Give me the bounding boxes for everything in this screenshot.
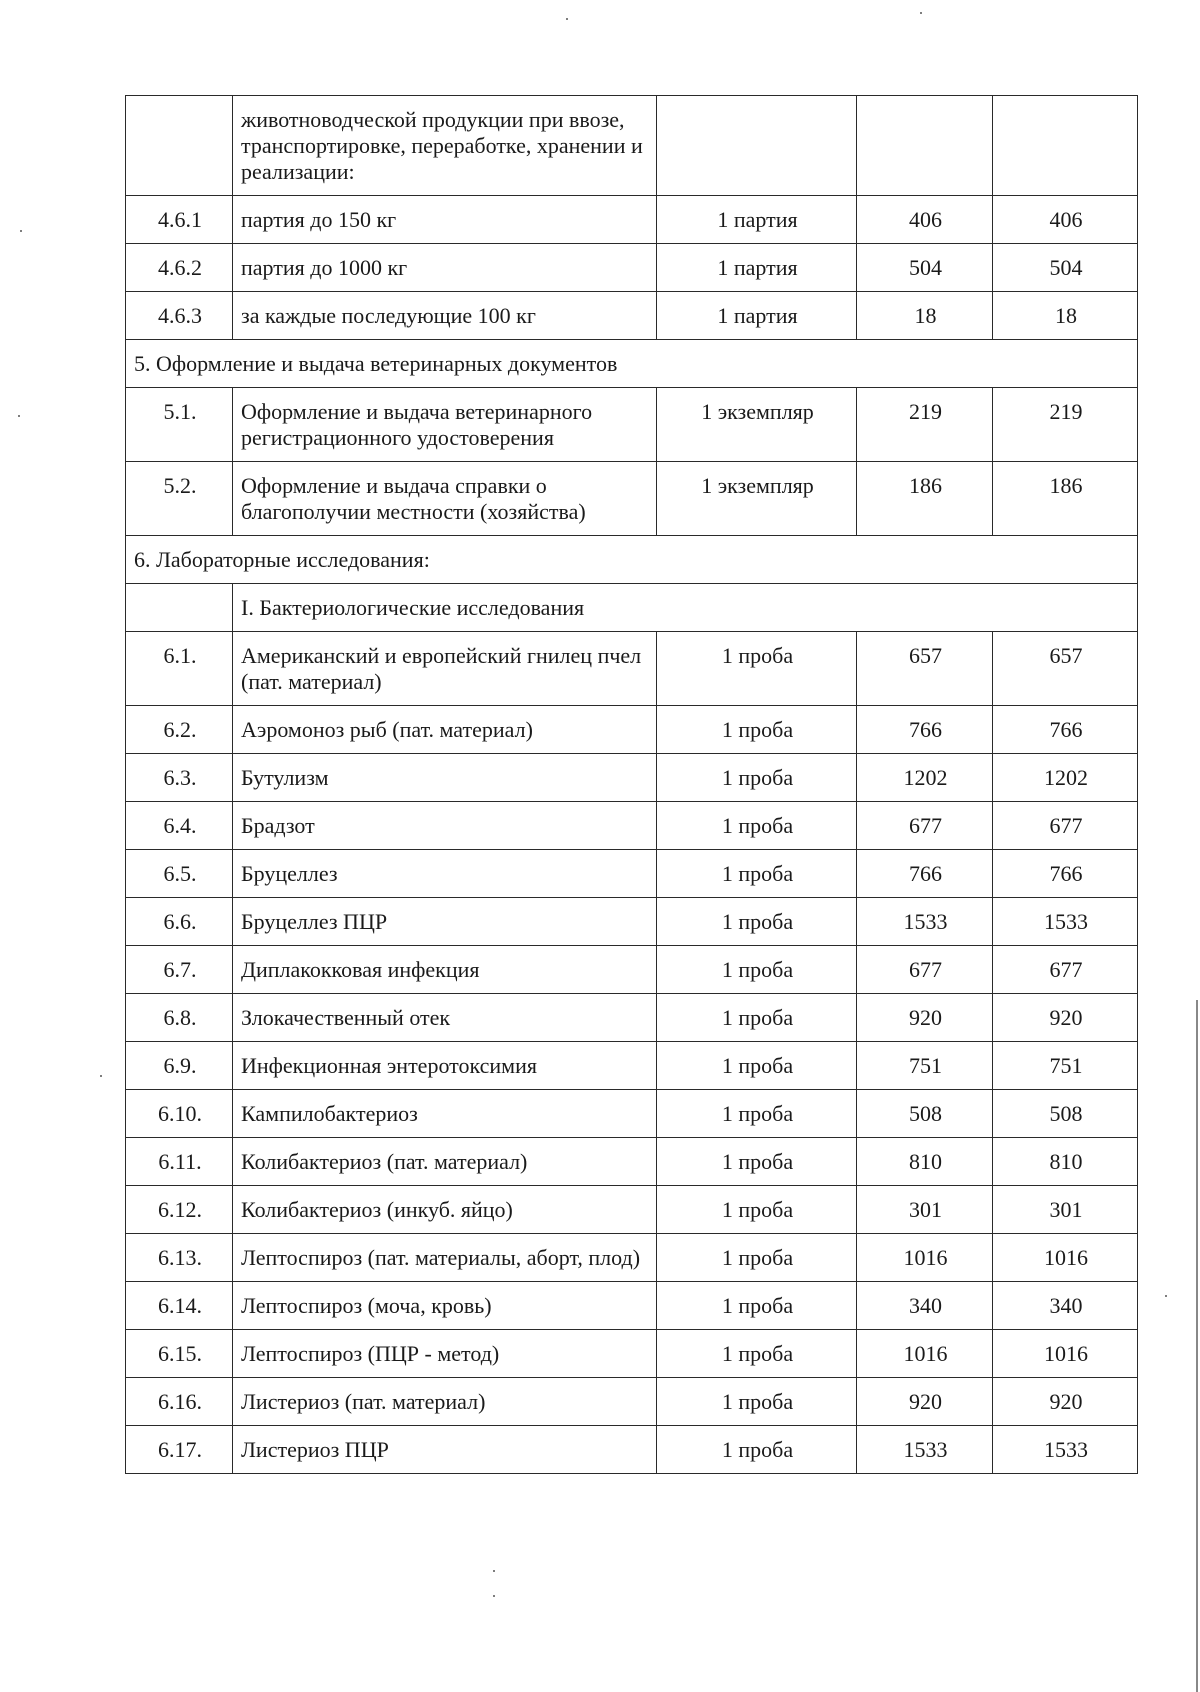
price-cell	[857, 96, 993, 196]
service-name: Кампилобактериоз	[233, 1090, 657, 1138]
service-name: партия до 1000 кг	[233, 244, 657, 292]
price-cell: 1016	[993, 1330, 1138, 1378]
unit-of-measure: 1 проба	[657, 850, 857, 898]
service-name: Американский и европейский гнилец пчел (пат. материал)	[233, 632, 657, 706]
row-number: 4.6.3	[126, 292, 233, 340]
row-number: 6.13.	[126, 1234, 233, 1282]
unit-of-measure: 1 экземпляр	[657, 462, 857, 536]
service-name: Бруцеллез	[233, 850, 657, 898]
row-number: 6.8.	[126, 994, 233, 1042]
price-cell: 920	[993, 994, 1138, 1042]
price-cell: 1533	[857, 898, 993, 946]
price-cell: 1533	[993, 898, 1138, 946]
unit-of-measure: 1 проба	[657, 898, 857, 946]
table-row	[126, 462, 1138, 536]
service-name: Колибактериоз (инкуб. яйцо)	[233, 1186, 657, 1234]
unit-of-measure: 1 партия	[657, 292, 857, 340]
price-cell: 920	[857, 1378, 993, 1426]
price-cell: 1016	[857, 1330, 993, 1378]
price-cell: 219	[993, 388, 1138, 462]
unit-of-measure: 1 проба	[657, 1378, 857, 1426]
scan-speck	[1165, 1295, 1167, 1297]
table-row	[126, 1378, 1138, 1426]
row-number: 6.3.	[126, 754, 233, 802]
table-row	[126, 850, 1138, 898]
scan-speck	[18, 415, 20, 417]
table-row	[126, 898, 1138, 946]
price-cell: 1533	[993, 1426, 1138, 1474]
price-cell: 186	[857, 462, 993, 536]
unit-of-measure: 1 проба	[657, 1138, 857, 1186]
price-cell: 766	[993, 850, 1138, 898]
price-cell: 751	[993, 1042, 1138, 1090]
service-name: Бруцеллез ПЦР	[233, 898, 657, 946]
table-row	[126, 994, 1138, 1042]
unit-of-measure: 1 проба	[657, 1042, 857, 1090]
price-cell: 766	[993, 706, 1138, 754]
price-cell: 1533	[857, 1426, 993, 1474]
table-row	[126, 1426, 1138, 1474]
table-row	[126, 632, 1138, 706]
service-name: Диплакокковая инфекция	[233, 946, 657, 994]
row-number: 6.16.	[126, 1378, 233, 1426]
price-cell: 810	[993, 1138, 1138, 1186]
price-cell: 1202	[993, 754, 1138, 802]
table-row	[126, 96, 1138, 196]
price-cell: 406	[993, 196, 1138, 244]
row-number: 6.9.	[126, 1042, 233, 1090]
row-number: 6.10.	[126, 1090, 233, 1138]
price-cell: 766	[857, 850, 993, 898]
price-cell: 677	[993, 802, 1138, 850]
table-row	[126, 244, 1138, 292]
price-cell: 657	[857, 632, 993, 706]
unit-of-measure: 1 партия	[657, 244, 857, 292]
scan-speck	[493, 1595, 495, 1597]
row-number: 6.5.	[126, 850, 233, 898]
service-name: партия до 150 кг	[233, 196, 657, 244]
service-name: Аэромоноз рыб (пат. материал)	[233, 706, 657, 754]
table-row	[126, 706, 1138, 754]
section-title: 6. Лабораторные исследования:	[126, 536, 1138, 584]
service-name: Листериоз (пат. материал)	[233, 1378, 657, 1426]
row-number: 6.12.	[126, 1186, 233, 1234]
unit-of-measure: 1 проба	[657, 994, 857, 1042]
price-cell: 677	[993, 946, 1138, 994]
price-cell: 1016	[857, 1234, 993, 1282]
service-name: Лептоспироз (моча, кровь)	[233, 1282, 657, 1330]
price-cell: 504	[993, 244, 1138, 292]
scan-speck	[20, 230, 22, 232]
price-cell	[993, 96, 1138, 196]
service-name: Брадзот	[233, 802, 657, 850]
price-cell: 340	[993, 1282, 1138, 1330]
unit-of-measure: 1 проба	[657, 1234, 857, 1282]
price-cell: 657	[993, 632, 1138, 706]
row-number: 6.11.	[126, 1138, 233, 1186]
price-cell: 406	[857, 196, 993, 244]
price-cell: 920	[993, 1378, 1138, 1426]
subsection-header-row	[126, 584, 1138, 632]
service-name: Листериоз ПЦР	[233, 1426, 657, 1474]
price-table-body	[126, 96, 1138, 1474]
price-cell: 301	[857, 1186, 993, 1234]
row-number: 5.2.	[126, 462, 233, 536]
price-cell: 1016	[993, 1234, 1138, 1282]
price-cell: 340	[857, 1282, 993, 1330]
row-number: 6.6.	[126, 898, 233, 946]
service-name: Лептоспироз (ПЦР - метод)	[233, 1330, 657, 1378]
unit-of-measure: 1 проба	[657, 1186, 857, 1234]
row-number: 6.1.	[126, 632, 233, 706]
unit-of-measure: 1 проба	[657, 1426, 857, 1474]
scan-speck	[100, 1075, 102, 1077]
scan-speck	[920, 12, 922, 14]
table-row	[126, 802, 1138, 850]
table-row	[126, 946, 1138, 994]
service-name: животноводческой продукции при ввозе, транспортировке, переработке, хранении и реализации:	[233, 96, 657, 196]
table-row	[126, 292, 1138, 340]
section-header-row	[126, 340, 1138, 388]
unit-of-measure: 1 проба	[657, 946, 857, 994]
price-cell: 186	[993, 462, 1138, 536]
row-number: 6.4.	[126, 802, 233, 850]
unit-of-measure: 1 проба	[657, 1090, 857, 1138]
unit-of-measure	[657, 96, 857, 196]
service-name: Злокачественный отек	[233, 994, 657, 1042]
service-name: Оформление и выдача справки о благополучии местности (хозяйства)	[233, 462, 657, 536]
price-cell: 920	[857, 994, 993, 1042]
section-header-row	[126, 536, 1138, 584]
row-number: 4.6.1	[126, 196, 233, 244]
table-row	[126, 1042, 1138, 1090]
price-cell: 18	[993, 292, 1138, 340]
table-row	[126, 754, 1138, 802]
unit-of-measure: 1 партия	[657, 196, 857, 244]
unit-of-measure: 1 проба	[657, 802, 857, 850]
table-row	[126, 1234, 1138, 1282]
price-table	[125, 95, 1138, 1474]
scan-speck	[566, 18, 568, 20]
service-name: Бутулизм	[233, 754, 657, 802]
row-number: 4.6.2	[126, 244, 233, 292]
unit-of-measure: 1 проба	[657, 1330, 857, 1378]
unit-of-measure: 1 проба	[657, 706, 857, 754]
table-row	[126, 1090, 1138, 1138]
price-cell: 1202	[857, 754, 993, 802]
unit-of-measure: 1 проба	[657, 754, 857, 802]
empty-cell	[126, 584, 233, 632]
price-cell: 751	[857, 1042, 993, 1090]
price-cell: 504	[857, 244, 993, 292]
service-name: Лептоспироз (пат. материалы, аборт, плод)	[233, 1234, 657, 1282]
table-row	[126, 1138, 1138, 1186]
unit-of-measure: 1 проба	[657, 1282, 857, 1330]
price-cell: 301	[993, 1186, 1138, 1234]
table-row	[126, 1282, 1138, 1330]
price-cell: 677	[857, 802, 993, 850]
price-cell: 18	[857, 292, 993, 340]
table-row	[126, 1330, 1138, 1378]
price-cell: 810	[857, 1138, 993, 1186]
row-number: 6.7.	[126, 946, 233, 994]
scan-speck	[493, 1570, 495, 1572]
price-cell: 677	[857, 946, 993, 994]
unit-of-measure: 1 экземпляр	[657, 388, 857, 462]
table-row	[126, 388, 1138, 462]
service-name: Инфекционная энтеротоксимия	[233, 1042, 657, 1090]
scan-page-edge	[1196, 1000, 1198, 1692]
row-number: 6.15.	[126, 1330, 233, 1378]
table-row	[126, 1186, 1138, 1234]
row-number	[126, 96, 233, 196]
price-cell: 219	[857, 388, 993, 462]
price-cell: 508	[857, 1090, 993, 1138]
section-title: 5. Оформление и выдача ветеринарных документов	[126, 340, 1138, 388]
price-cell: 766	[857, 706, 993, 754]
service-name: за каждые последующие 100 кг	[233, 292, 657, 340]
price-cell: 508	[993, 1090, 1138, 1138]
table-row	[126, 196, 1138, 244]
row-number: 6.2.	[126, 706, 233, 754]
service-name: Оформление и выдача ветеринарного регистрационного удостоверения	[233, 388, 657, 462]
subsection-title: I. Бактериологические исследования	[233, 584, 1138, 632]
unit-of-measure: 1 проба	[657, 632, 857, 706]
row-number: 6.14.	[126, 1282, 233, 1330]
row-number: 6.17.	[126, 1426, 233, 1474]
row-number: 5.1.	[126, 388, 233, 462]
service-name: Колибактериоз (пат. материал)	[233, 1138, 657, 1186]
